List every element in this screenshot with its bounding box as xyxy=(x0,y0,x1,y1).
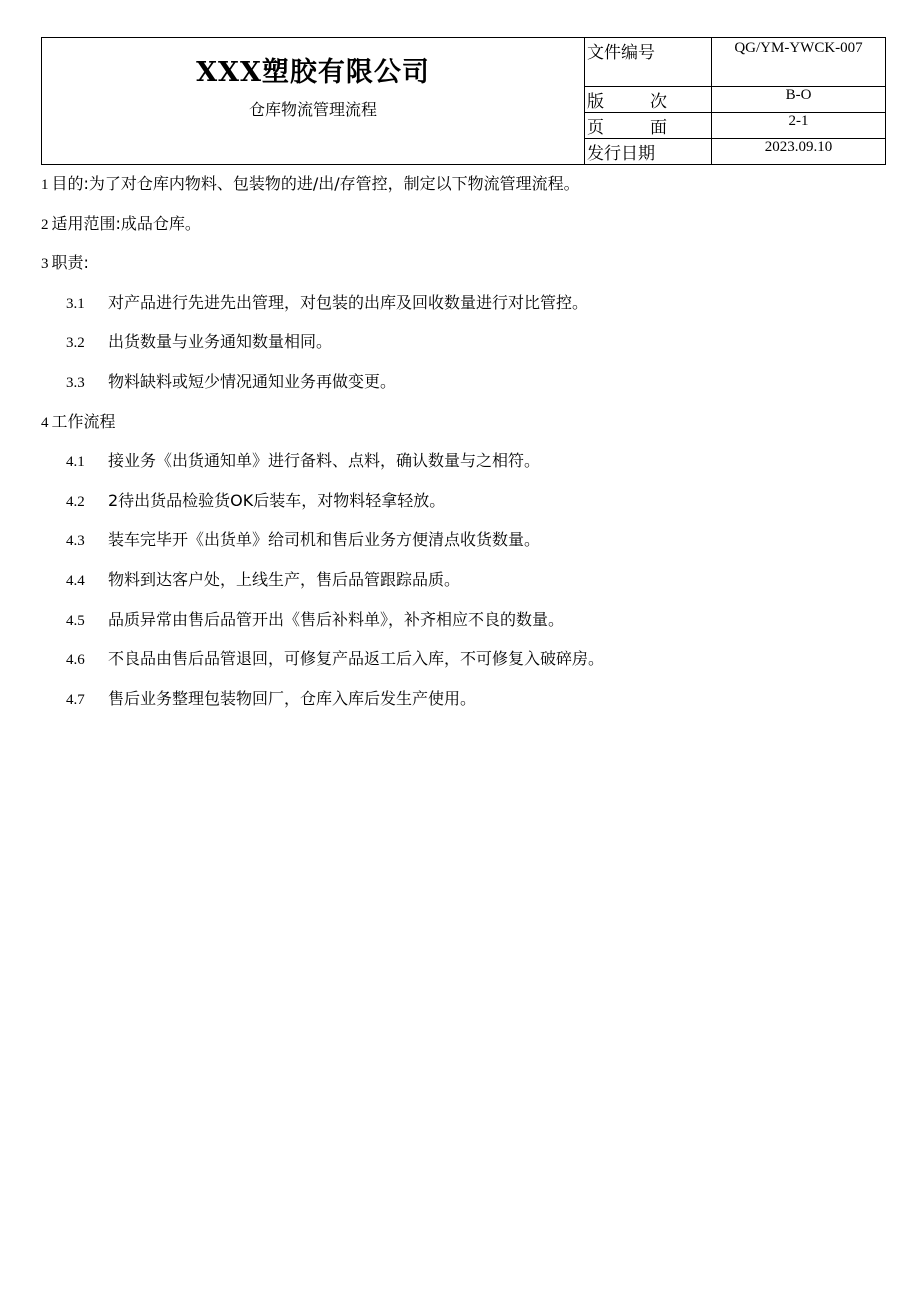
issue-date-label: 发行日期 xyxy=(585,139,712,165)
item-number: 4.1 xyxy=(66,454,85,471)
page-label xyxy=(585,113,712,139)
item-number: 3.3 xyxy=(66,374,85,391)
item-number: 4.3 xyxy=(66,533,85,550)
section-text: 目的:为了对仓库内物料、包装物的进/出/存管控，制定以下物流管理流程。 xyxy=(51,174,580,193)
item-text: 品质异常由售后品管开出《售后补料单》，补齐相应不良的数量。 xyxy=(108,609,565,629)
item-text: 出货数量与业务通知数量相同。 xyxy=(108,332,333,352)
version-value: B-O xyxy=(712,87,886,113)
item-number: 4.5 xyxy=(66,612,85,629)
item-text: 2待出货品检验货OK后装车，对物料轻拿轻放。 xyxy=(108,490,446,510)
section-number: 1 xyxy=(41,177,49,193)
item-text: 售后业务整理包装物回厂，仓库入库后发生产使用。 xyxy=(108,688,477,708)
section-text: 职责: xyxy=(51,253,89,273)
company-name: XXX塑胶有限公司 xyxy=(196,57,430,88)
section-number: 3 xyxy=(41,256,49,273)
section-2 xyxy=(41,212,886,252)
item-text: 物料到达客户处，上线生产，售后品管跟踪品质。 xyxy=(108,569,461,589)
item-text: 对产品进行先进先出管理，对包装的出库及回收数量进行对比管控。 xyxy=(108,292,589,312)
item-text: 物料缺料或短少情况通知业务再做变更。 xyxy=(108,371,397,391)
issue-date-value: 2023.09.10 xyxy=(712,139,886,165)
list-item xyxy=(41,330,886,370)
item-text: 不良品由售后品管退回，可修复产品返工后入库，不可修复入破碎房。 xyxy=(108,649,605,669)
page-label-char-2: 面 xyxy=(650,118,667,138)
section-3 xyxy=(41,251,886,291)
doc-number-label: 文件编号 xyxy=(585,38,712,87)
title-cell xyxy=(42,38,585,165)
item-number: 4.6 xyxy=(66,652,85,669)
version-label xyxy=(585,87,712,113)
item-number: 3.1 xyxy=(66,295,85,312)
list-item xyxy=(41,489,886,529)
version-label-char-1: 版 xyxy=(587,92,604,112)
version-label-char-2: 次 xyxy=(650,92,667,112)
page-label-char-1: 页 xyxy=(587,118,604,138)
item-text: 接业务《出货通知单》进行备料、点料，确认数量与之相符。 xyxy=(108,451,541,471)
list-item xyxy=(41,528,886,568)
list-item xyxy=(41,568,886,608)
section-text: 工作流程 xyxy=(51,411,116,431)
document-subtitle: 仓库物流管理流程 xyxy=(248,100,377,119)
list-item xyxy=(41,291,886,331)
page-value: 2-1 xyxy=(712,113,886,139)
section-text: 适用范围:成品仓库。 xyxy=(51,213,201,233)
list-item xyxy=(41,647,886,687)
item-number: 4.7 xyxy=(66,691,85,708)
list-item xyxy=(41,449,886,489)
document-header-table xyxy=(41,37,886,165)
item-number: 4.2 xyxy=(66,493,85,510)
section-1 xyxy=(41,172,886,212)
doc-number-value: QG/YM-YWCK-007 xyxy=(712,38,886,87)
item-number: 4.4 xyxy=(66,572,85,589)
document-body xyxy=(41,172,886,726)
list-item xyxy=(41,687,886,727)
item-number: 3.2 xyxy=(66,335,85,352)
list-item xyxy=(41,608,886,648)
section-4 xyxy=(41,410,886,450)
list-item xyxy=(41,370,886,410)
section-number: 4 xyxy=(41,414,49,431)
item-text: 装车完毕开《出货单》给司机和售后业务方便清点收货数量。 xyxy=(108,530,541,550)
section-number: 2 xyxy=(41,216,49,233)
